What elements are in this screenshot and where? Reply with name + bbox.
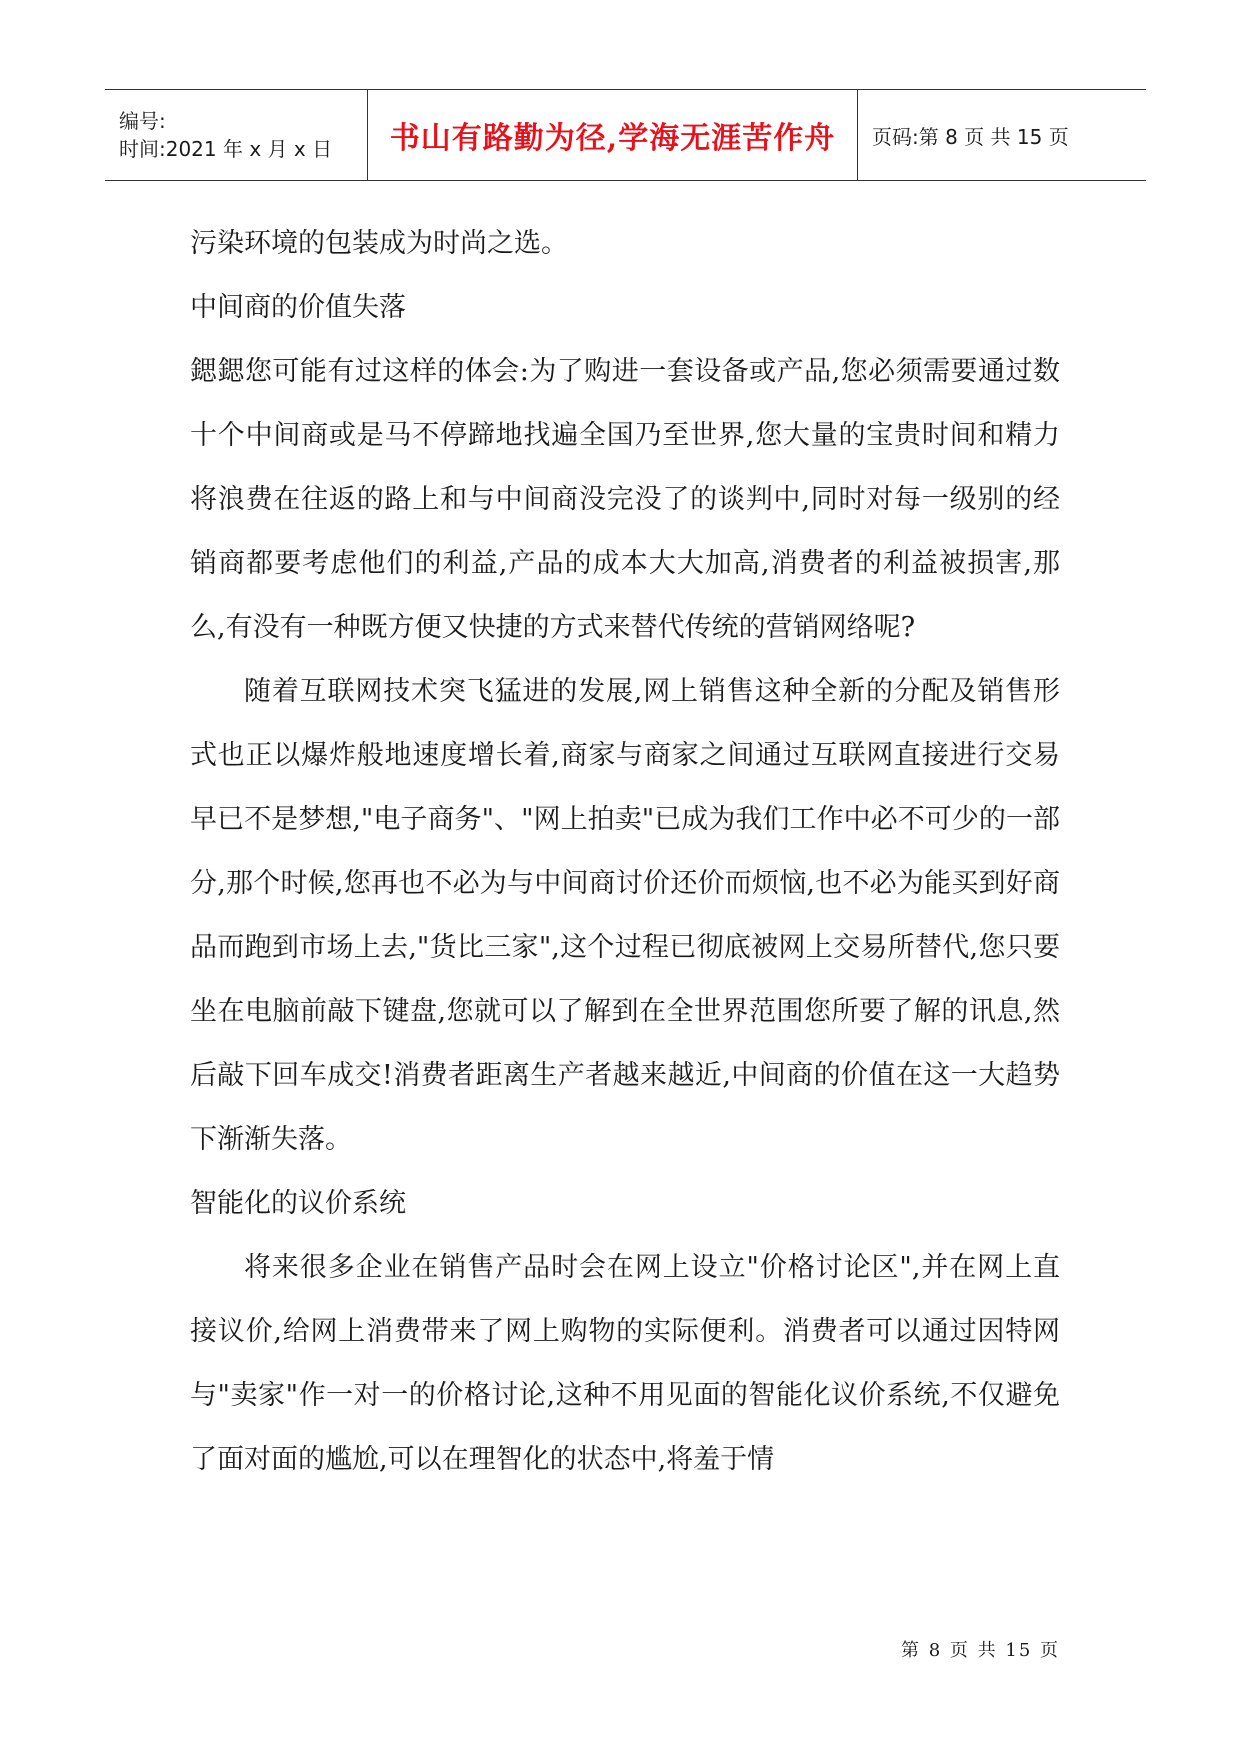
section-heading: 中间商的价值失落 bbox=[190, 292, 406, 323]
section-heading: 智能化的议价系统 bbox=[190, 1188, 406, 1219]
paragraph: 鍶鍶您可能有过这样的体会:为了购进一套设备或产品,您必须需要通过数十个中间商或是马不停蹄地找遍全国乃至世界,您大量的宝贵时间和精力将浪费在往返的路上和与中间商没完没了的谈判中,同时对每一级别的经销商都要考虑他们的利益,产品的成本大大加高,消费者的利益被损害,那么,有没有一种既方便又快捷的方式来替代传统的营销网络呢? bbox=[190, 356, 1060, 643]
page-header bbox=[105, 89, 1146, 181]
header-page-label: 页码:第 8 页 共 15 页 bbox=[872, 124, 1069, 149]
paragraph: 将来很多企业在销售产品时会在网上设立"价格讨论区",并在网上直接议价,给网上消费带来了网上购物的实际便利。消费者可以通过因特网与"卖家"作一对一的价格讨论,这种不用见面的智能化议价系统,不仅避免了面对面的尴尬,可以在理智化的状态中,将羞于情 bbox=[190, 1252, 1060, 1475]
page-footer: 第 8 页 共 15 页 bbox=[901, 1640, 1060, 1661]
document-body bbox=[190, 212, 1060, 1492]
paragraph: 污染环境的包装成为时尚之选。 bbox=[190, 228, 568, 259]
document-time-label: 时间:2021 年 x 月 x 日 bbox=[119, 137, 333, 161]
header-motto: 书山有路勤为径,学海无涯苦作舟 bbox=[368, 90, 858, 180]
document-number-label: 编号: bbox=[119, 109, 166, 133]
header-meta bbox=[105, 90, 368, 180]
paragraph: 随着互联网技术突飞猛进的发展,网上销售这种全新的分配及销售形式也正以爆炸般地速度增长着,商家与商家之间通过互联网直接进行交易早已不是梦想,"电子商务"、"网上拍卖"已成为我们工作中必不可少的一部分,那个时候,您再也不必为与中间商讨价还价而烦恼,也不必为能买到好商品而跑到市场上去,"货比三家",这个过程已彻底被网上交易所替代,您只要坐在电脑前敲下键盘,您就可以了解到在全世界范围您所要了解的讯息,然后敲下回车成交!消费者距离生产者越来越近,中间商的价值在这一大趋势下渐渐失落。 bbox=[190, 676, 1060, 1155]
